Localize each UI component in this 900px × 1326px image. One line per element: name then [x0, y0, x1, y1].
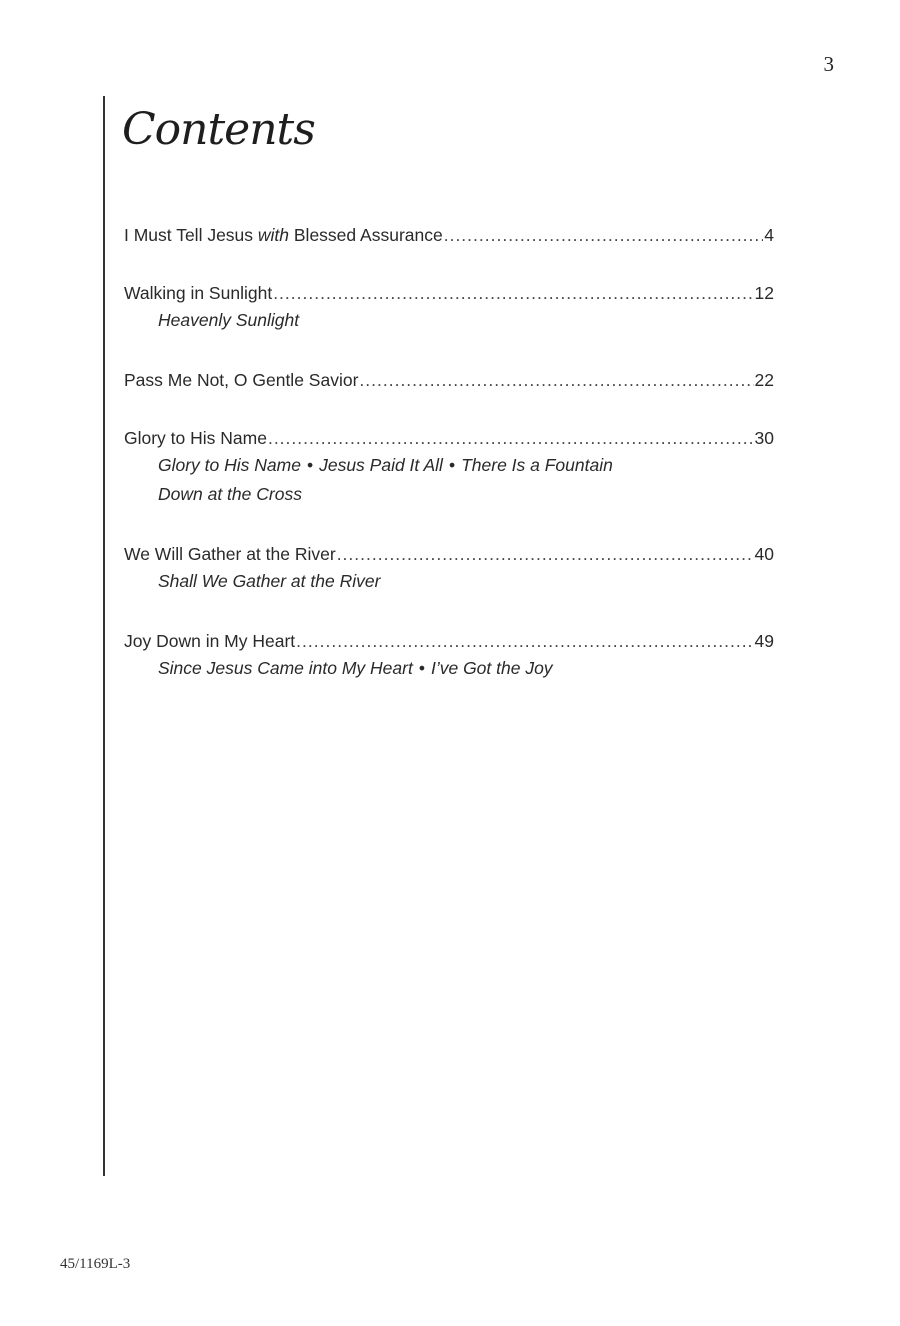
toc-page-number: 22 — [754, 370, 774, 390]
toc-entry-line — [124, 628, 774, 654]
toc-entry-title: We Will Gather at the River — [124, 544, 336, 564]
bullet-separator: • — [306, 455, 314, 475]
toc-subtitle: Since Jesus Came into My Heart — [158, 658, 413, 678]
bullet-separator: • — [448, 455, 456, 475]
toc-entry — [124, 280, 774, 335]
toc-title-part: Blessed Assurance — [289, 225, 443, 245]
page-number: 3 — [823, 52, 834, 76]
toc-subtitle: Jesus Paid It All — [319, 455, 443, 475]
toc-entry-title — [124, 222, 443, 248]
toc-entry-title: Pass Me Not, O Gentle Savior — [124, 370, 359, 390]
toc-title-italic: with — [257, 225, 290, 245]
toc-subtitle: There Is a Fountain — [461, 455, 613, 475]
dot-leader — [337, 541, 754, 567]
toc-entry — [124, 367, 774, 393]
toc-subtitle: Shall We Gather at the River — [158, 571, 381, 591]
toc-page-number: 4 — [764, 225, 774, 245]
toc-subtitle: Down at the Cross — [158, 484, 302, 504]
table-of-contents — [124, 222, 774, 715]
toc-entry — [124, 222, 774, 248]
toc-entry — [124, 628, 774, 683]
dot-leader — [273, 280, 753, 306]
toc-entry-title: Glory to His Name — [124, 428, 267, 448]
dot-leader — [268, 425, 754, 451]
toc-subtitle: Glory to His Name — [158, 455, 301, 475]
toc-entry-line — [124, 541, 774, 567]
dot-leader — [359, 367, 753, 393]
toc-subtitle-line — [158, 654, 774, 683]
toc-subtitle-line — [158, 480, 774, 509]
toc-entry-title: Joy Down in My Heart — [124, 631, 296, 651]
toc-title-part: I Must Tell Jesus — [124, 225, 258, 245]
vertical-rule — [103, 96, 105, 1176]
dot-leader — [296, 628, 753, 654]
toc-entry — [124, 541, 774, 596]
toc-page-number: 49 — [754, 631, 774, 651]
toc-page-number: 30 — [754, 428, 774, 448]
toc-subtitle-line — [158, 306, 774, 335]
toc-subtitle-line — [158, 451, 774, 480]
toc-page-number: 40 — [754, 544, 774, 564]
catalog-number: 45/1169L-3 — [60, 1256, 131, 1272]
toc-entry-line — [124, 280, 774, 306]
toc-subtitle: Heavenly Sunlight — [158, 310, 300, 330]
toc-entry-line — [124, 222, 774, 248]
toc-entry-title: Walking in Sunlight — [124, 283, 273, 303]
bullet-separator: • — [418, 658, 425, 678]
page-title: Contents — [122, 104, 315, 155]
toc-subtitle-line — [158, 567, 774, 596]
toc-entry — [124, 425, 774, 509]
dot-leader — [444, 222, 764, 248]
toc-page-number: 12 — [754, 283, 774, 303]
toc-subtitle: I’ve Got the Joy — [430, 658, 553, 678]
toc-entry-line — [124, 425, 774, 451]
toc-entry-line — [124, 367, 774, 393]
